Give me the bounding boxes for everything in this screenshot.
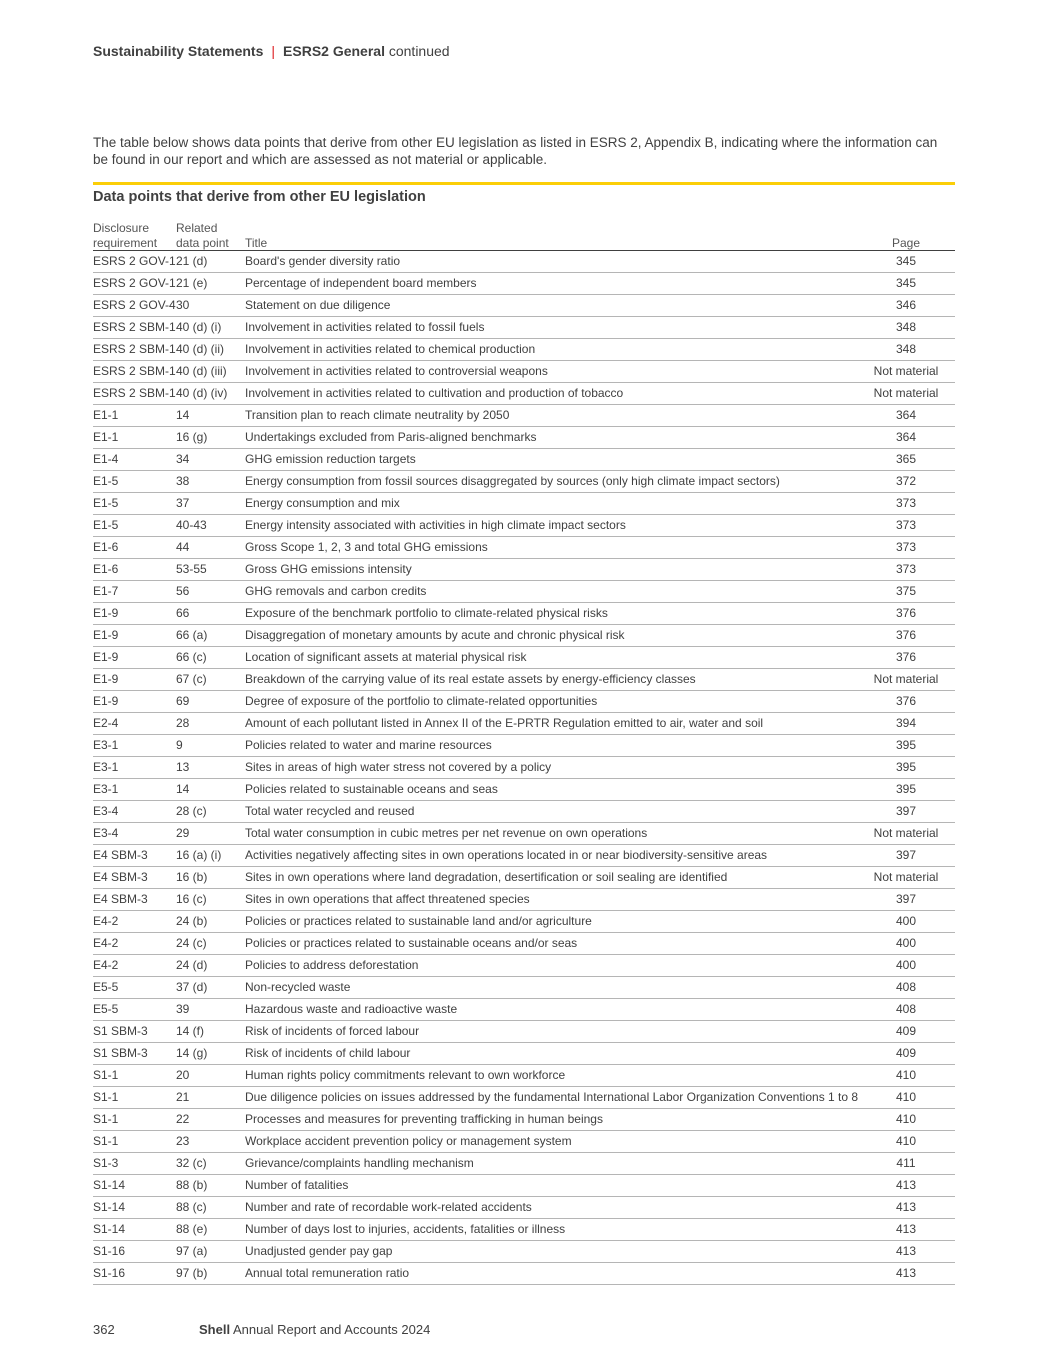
cell-disclosure: S1-1 xyxy=(93,1112,119,1126)
cell-related: 53-55 xyxy=(176,562,207,576)
cell-related: 97 (a) xyxy=(176,1244,208,1258)
cell-page: 397 xyxy=(895,804,917,818)
cell-disclosure: E2-4 xyxy=(93,716,119,730)
cell-page: 364 xyxy=(895,430,917,444)
cell-title: Degree of exposure of the portfolio to climate-related opportunities xyxy=(245,694,598,708)
table-row xyxy=(93,449,955,471)
cell-title: Amount of each pollutant listed in Annex II of the E-PRTR Regulation emitted to air, water and soil xyxy=(245,716,764,730)
table-row xyxy=(93,603,955,625)
cell-disclosure: S1 SBM-3 xyxy=(93,1046,148,1060)
cell-disclosure: S1-14 xyxy=(93,1222,126,1236)
cell-disclosure: E3-1 xyxy=(93,782,119,796)
cell-disclosure: E1-1 xyxy=(93,430,119,444)
cell-page: 413 xyxy=(895,1244,917,1258)
cell-disclosure: E1-6 xyxy=(93,540,119,554)
cell-disclosure: E1-6 xyxy=(93,562,119,576)
cell-disclosure: E1-9 xyxy=(93,694,119,708)
cell-disclosure: S1-1 xyxy=(93,1090,119,1104)
cell-title: Disaggregation of monetary amounts by acute and chronic physical risk xyxy=(245,628,625,642)
table-row xyxy=(93,559,955,581)
cell-page: 373 xyxy=(895,496,917,510)
header-suffix: continued xyxy=(388,43,450,59)
cell-page: 348 xyxy=(895,320,917,334)
cell-page: 365 xyxy=(895,452,917,466)
cell-related: 20 xyxy=(176,1068,190,1082)
cell-page: Not material xyxy=(873,364,939,378)
table-top-rule xyxy=(93,182,955,185)
cell-title: Risk of incidents of child labour xyxy=(245,1046,411,1060)
cell-related: 24 (d) xyxy=(176,958,208,972)
cell-title: Total water consumption in cubic metres per net revenue on own operations xyxy=(245,826,648,840)
cell-page: 395 xyxy=(895,782,917,796)
cell-disclosure: E4-2 xyxy=(93,914,119,928)
cell-related: 14 xyxy=(176,782,190,796)
cell-disclosure: E1-4 xyxy=(93,452,119,466)
cell-title: GHG removals and carbon credits xyxy=(245,584,427,598)
cell-page: 409 xyxy=(895,1024,917,1038)
cell-related: 40 (d) (iv) xyxy=(176,386,228,400)
column-header-disclosure: Disclosure requirement xyxy=(93,221,158,250)
cell-page: 400 xyxy=(895,936,917,950)
cell-disclosure: ESRS 2 GOV-4 xyxy=(93,298,176,312)
table-row xyxy=(93,933,955,955)
cell-page: 400 xyxy=(895,914,917,928)
cell-page: 364 xyxy=(895,408,917,422)
cell-page: Not material xyxy=(873,826,939,840)
table-row xyxy=(93,383,955,405)
table-row xyxy=(93,867,955,889)
cell-disclosure: S1-3 xyxy=(93,1156,119,1170)
cell-title: Policies to address deforestation xyxy=(245,958,419,972)
cell-disclosure: E5-5 xyxy=(93,980,119,994)
cell-related: 40-43 xyxy=(176,518,207,532)
table-row xyxy=(93,427,955,449)
header-subsection: ESRS2 General xyxy=(283,43,385,59)
table-row xyxy=(93,1219,955,1241)
table-row xyxy=(93,1109,955,1131)
cell-title: Due diligence policies on issues addressed by the fundamental International Labor Organization Conventions 1 to 8 xyxy=(245,1090,859,1104)
cell-disclosure: ESRS 2 SBM-1 xyxy=(93,386,176,400)
cell-related: 69 xyxy=(176,694,190,708)
table-row xyxy=(93,471,955,493)
cell-related: 34 xyxy=(176,452,190,466)
cell-related: 28 xyxy=(176,716,190,730)
table-title: Data points that derive from other EU legislation xyxy=(93,189,426,205)
table-row xyxy=(93,845,955,867)
cell-title: Energy intensity associated with activities in high climate impact sectors xyxy=(245,518,626,532)
table-row xyxy=(93,647,955,669)
header-separator: | xyxy=(271,43,276,59)
cell-related: 16 (g) xyxy=(176,430,208,444)
cell-title: Percentage of independent board members xyxy=(245,276,477,290)
cell-page: 376 xyxy=(895,650,917,664)
cell-title: Number and rate of recordable work-related accidents xyxy=(245,1200,532,1214)
cell-disclosure: E4-2 xyxy=(93,936,119,950)
column-header-page: Page xyxy=(891,235,921,250)
cell-title: Transition plan to reach climate neutrality by 2050 xyxy=(245,408,510,422)
cell-disclosure: E5-5 xyxy=(93,1002,119,1016)
cell-disclosure: S1-1 xyxy=(93,1068,119,1082)
table-row xyxy=(93,251,955,273)
cell-title: Activities negatively affecting sites in own operations located in or near biodiversity-sensitive areas xyxy=(245,848,768,862)
cell-page: Not material xyxy=(873,870,939,884)
cell-page: 413 xyxy=(895,1222,917,1236)
cell-page: 376 xyxy=(895,694,917,708)
cell-related: 37 (d) xyxy=(176,980,208,994)
cell-disclosure: ESRS 2 GOV-1 xyxy=(93,254,176,268)
cell-related: 14 (g) xyxy=(176,1046,208,1060)
cell-page: Not material xyxy=(873,386,939,400)
cell-related: 16 (a) (i) xyxy=(176,848,222,862)
table-row xyxy=(93,1065,955,1087)
cell-page: 345 xyxy=(895,276,917,290)
table-row xyxy=(93,1021,955,1043)
cell-disclosure: S1-14 xyxy=(93,1178,126,1192)
cell-page: 413 xyxy=(895,1266,917,1280)
cell-related: 44 xyxy=(176,540,190,554)
cell-disclosure: E1-7 xyxy=(93,584,119,598)
cell-page: 395 xyxy=(895,738,917,752)
cell-related: 14 xyxy=(176,408,190,422)
cell-title: Risk of incidents of forced labour xyxy=(245,1024,420,1038)
running-header xyxy=(93,43,450,59)
table-row xyxy=(93,911,955,933)
cell-disclosure: S1 SBM-3 xyxy=(93,1024,148,1038)
cell-title: Human rights policy commitments relevant to own workforce xyxy=(245,1068,566,1082)
cell-title: Number of fatalities xyxy=(245,1178,349,1192)
table-row xyxy=(93,1197,955,1219)
cell-page: 410 xyxy=(895,1068,917,1082)
cell-disclosure: S1-1 xyxy=(93,1134,119,1148)
cell-title: Annual total remuneration ratio xyxy=(245,1266,410,1280)
cell-related: 88 (b) xyxy=(176,1178,208,1192)
cell-related: 97 (b) xyxy=(176,1266,208,1280)
cell-disclosure: E3-1 xyxy=(93,738,119,752)
table-row xyxy=(93,735,955,757)
table-row xyxy=(93,823,955,845)
cell-title: Total water recycled and reused xyxy=(245,804,415,818)
table-row xyxy=(93,757,955,779)
cell-disclosure: E1-1 xyxy=(93,408,119,422)
cell-disclosure: E1-5 xyxy=(93,518,119,532)
cell-title: Policies or practices related to sustainable land and/or agriculture xyxy=(245,914,592,928)
table-row xyxy=(93,625,955,647)
table-row xyxy=(93,1263,955,1285)
cell-disclosure: ESRS 2 SBM-1 xyxy=(93,364,176,378)
cell-title: Number of days lost to injuries, accidents, fatalities or illness xyxy=(245,1222,566,1236)
cell-page: 397 xyxy=(895,892,917,906)
cell-disclosure: E1-9 xyxy=(93,650,119,664)
table-row xyxy=(93,1241,955,1263)
cell-page: Not material xyxy=(873,672,939,686)
cell-title: Location of significant assets at material physical risk xyxy=(245,650,527,664)
cell-title: Sites in own operations that affect threatened species xyxy=(245,892,530,906)
table-row xyxy=(93,339,955,361)
cell-related: 21 (e) xyxy=(176,276,208,290)
table-row xyxy=(93,691,955,713)
cell-disclosure: S1-14 xyxy=(93,1200,126,1214)
cell-title: Gross Scope 1, 2, 3 and total GHG emissions xyxy=(245,540,488,554)
column-header-related: Related data point xyxy=(176,221,229,250)
cell-disclosure: E1-9 xyxy=(93,628,119,642)
cell-title: Gross GHG emissions intensity xyxy=(245,562,412,576)
cell-related: 14 (f) xyxy=(176,1024,205,1038)
cell-related: 24 (b) xyxy=(176,914,208,928)
cell-related: 29 xyxy=(176,826,190,840)
cell-disclosure: E1-9 xyxy=(93,672,119,686)
cell-disclosure: E4-2 xyxy=(93,958,119,972)
cell-related: 23 xyxy=(176,1134,190,1148)
cell-disclosure: ESRS 2 SBM-1 xyxy=(93,342,176,356)
cell-disclosure: E3-1 xyxy=(93,760,119,774)
cell-title: Involvement in activities related to fossil fuels xyxy=(245,320,485,334)
cell-title: Involvement in activities related to cultivation and production of tobacco xyxy=(245,386,624,400)
cell-title: Energy consumption from fossil sources disaggregated by sources (only high climate impact sectors) xyxy=(245,474,780,488)
table-row xyxy=(93,1043,955,1065)
header-section: Sustainability Statements xyxy=(93,43,264,59)
cell-page: 376 xyxy=(895,628,917,642)
table-body xyxy=(93,251,955,1285)
cell-related: 16 (c) xyxy=(176,892,207,906)
cell-title: Statement on due diligence xyxy=(245,298,391,312)
cell-related: 88 (c) xyxy=(176,1200,207,1214)
cell-page: 410 xyxy=(895,1090,917,1104)
cell-disclosure: E3-4 xyxy=(93,826,119,840)
cell-title: Involvement in activities related to controversial weapons xyxy=(245,364,548,378)
cell-related: 24 (c) xyxy=(176,936,207,950)
cell-title: Non-recycled waste xyxy=(245,980,351,994)
footer-publication xyxy=(199,1322,430,1337)
table-row xyxy=(93,889,955,911)
cell-page: 375 xyxy=(895,584,917,598)
table-row xyxy=(93,999,955,1021)
cell-disclosure: E1-5 xyxy=(93,474,119,488)
cell-title: Policies related to sustainable oceans and seas xyxy=(245,782,498,796)
cell-page: 345 xyxy=(895,254,917,268)
cell-related: 13 xyxy=(176,760,190,774)
cell-page: 348 xyxy=(895,342,917,356)
cell-related: 39 xyxy=(176,1002,190,1016)
table-row xyxy=(93,273,955,295)
table-row xyxy=(93,1153,955,1175)
table-row xyxy=(93,1175,955,1197)
cell-related: 32 (c) xyxy=(176,1156,207,1170)
table-row xyxy=(93,537,955,559)
cell-related: 21 xyxy=(176,1090,190,1104)
column-header-title: Title xyxy=(245,235,268,250)
cell-title: Exposure of the benchmark portfolio to climate-related physical risks xyxy=(245,606,608,620)
cell-page: 373 xyxy=(895,540,917,554)
cell-page: 413 xyxy=(895,1178,917,1192)
cell-related: 66 (c) xyxy=(176,650,207,664)
cell-page: 410 xyxy=(895,1112,917,1126)
cell-related: 67 (c) xyxy=(176,672,207,686)
cell-page: 410 xyxy=(895,1134,917,1148)
cell-related: 16 (b) xyxy=(176,870,208,884)
footer-title: Annual Report and Accounts 2024 xyxy=(232,1322,431,1337)
table-row xyxy=(93,1131,955,1153)
cell-related: 66 xyxy=(176,606,190,620)
cell-related: 40 (d) (i) xyxy=(176,320,222,334)
cell-related: 37 xyxy=(176,496,190,510)
cell-title: Sites in areas of high water stress not covered by a policy xyxy=(245,760,552,774)
table-row xyxy=(93,493,955,515)
table-row xyxy=(93,405,955,427)
cell-page: 376 xyxy=(895,606,917,620)
cell-related: 88 (e) xyxy=(176,1222,208,1236)
cell-page: 372 xyxy=(895,474,917,488)
table-row xyxy=(93,955,955,977)
cell-disclosure: S1-16 xyxy=(93,1266,126,1280)
cell-page: 346 xyxy=(895,298,917,312)
cell-page: 394 xyxy=(895,716,917,730)
cell-page: 411 xyxy=(896,1156,916,1170)
table-row xyxy=(93,779,955,801)
cell-page: 397 xyxy=(895,848,917,862)
cell-title: GHG emission reduction targets xyxy=(245,452,416,466)
table-row xyxy=(93,801,955,823)
cell-disclosure: E3-4 xyxy=(93,804,119,818)
cell-related: 9 xyxy=(176,738,183,752)
cell-page: 408 xyxy=(895,1002,917,1016)
intro-paragraph: The table below shows data points that derive from other EU legislation as listed in ESRS 2, Appendix B, indicating where the information can be found in our report and which are assessed as not material or applicable. xyxy=(93,135,938,167)
cell-disclosure: S1-16 xyxy=(93,1244,126,1258)
table-row xyxy=(93,669,955,691)
cell-disclosure: E1-5 xyxy=(93,496,119,510)
table-row xyxy=(93,713,955,735)
page-number: 362 xyxy=(93,1322,115,1337)
cell-title: Unadjusted gender pay gap xyxy=(245,1244,393,1258)
cell-disclosure: E4 SBM-3 xyxy=(93,848,148,862)
cell-page: 373 xyxy=(895,518,917,532)
cell-disclosure: ESRS 2 SBM-1 xyxy=(93,320,176,334)
cell-disclosure: E4 SBM-3 xyxy=(93,870,148,884)
cell-disclosure: E4 SBM-3 xyxy=(93,892,148,906)
cell-related: 21 (d) xyxy=(176,254,208,268)
table-row xyxy=(93,515,955,537)
cell-title: Board's gender diversity ratio xyxy=(245,254,401,268)
cell-page: 409 xyxy=(895,1046,917,1060)
cell-disclosure: E1-9 xyxy=(93,606,119,620)
cell-title: Involvement in activities related to chemical production xyxy=(245,342,536,356)
table-row xyxy=(93,977,955,999)
cell-related: 40 (d) (iii) xyxy=(176,364,227,378)
cell-title: Policies related to water and marine resources xyxy=(245,738,492,752)
cell-page: 373 xyxy=(895,562,917,576)
cell-related: 30 xyxy=(176,298,190,312)
cell-related: 40 (d) (ii) xyxy=(176,342,225,356)
table-row xyxy=(93,581,955,603)
cell-title: Workplace accident prevention policy or management system xyxy=(245,1134,572,1148)
cell-title: Sites in own operations where land degradation, desertification or soil sealing are identified xyxy=(245,870,728,884)
cell-related: 66 (a) xyxy=(176,628,208,642)
cell-title: Policies or practices related to sustainable oceans and/or seas xyxy=(245,936,578,950)
cell-page: 395 xyxy=(895,760,917,774)
cell-title: Grievance/complaints handling mechanism xyxy=(245,1156,474,1170)
cell-related: 38 xyxy=(176,474,190,488)
table-row xyxy=(93,1087,955,1109)
cell-title: Energy consumption and mix xyxy=(245,496,400,510)
cell-title: Hazardous waste and radioactive waste xyxy=(245,1002,458,1016)
cell-related: 56 xyxy=(176,584,190,598)
cell-disclosure: ESRS 2 GOV-1 xyxy=(93,276,176,290)
cell-page: 408 xyxy=(895,980,917,994)
table-row xyxy=(93,295,955,317)
cell-page: 413 xyxy=(895,1200,917,1214)
cell-title: Undertakings excluded from Paris-aligned benchmarks xyxy=(245,430,537,444)
footer-brand: Shell xyxy=(199,1322,231,1337)
cell-title: Processes and measures for preventing trafficking in human beings xyxy=(245,1112,603,1126)
cell-related: 28 (c) xyxy=(176,804,207,818)
cell-page: 400 xyxy=(895,958,917,972)
table-row xyxy=(93,361,955,383)
cell-title: Breakdown of the carrying value of its real estate assets by energy-efficiency classes xyxy=(245,672,696,686)
cell-related: 22 xyxy=(176,1112,190,1126)
table-row xyxy=(93,317,955,339)
